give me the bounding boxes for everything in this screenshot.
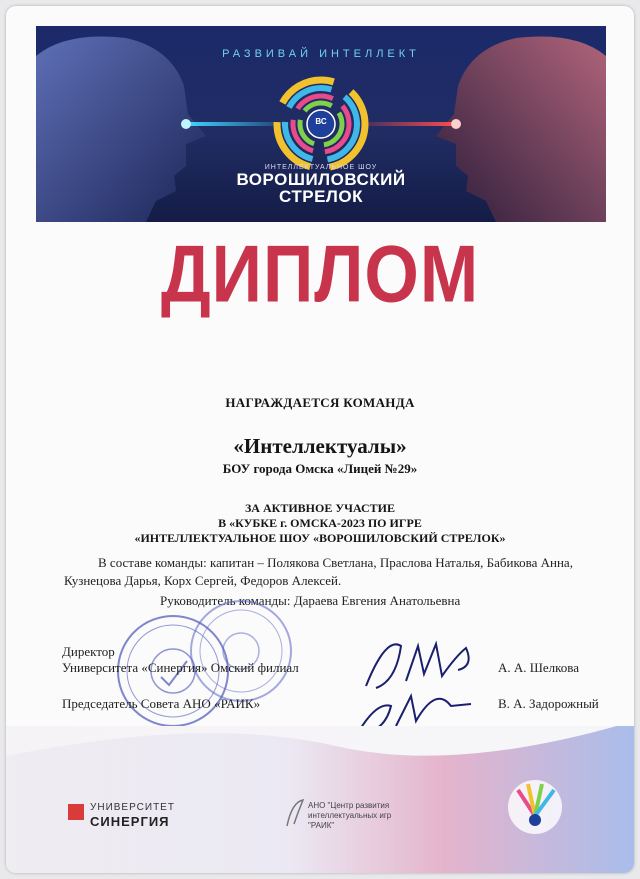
raik-line2: интеллектуальных игр: [308, 811, 392, 820]
emblem-initials: ВС: [315, 117, 327, 126]
raik-logo-icon: [284, 798, 306, 828]
sinergy-line2: СИНЕРГИЯ: [90, 814, 170, 829]
festival-logo-icon: [504, 776, 566, 838]
school-name: БОУ города Омска «Лицей №29»: [222, 461, 418, 476]
director-name: А. А. Шелкова: [498, 660, 580, 675]
team-leader: Руководитель команды: Дараева Евгения Анатольевна: [160, 593, 461, 608]
director-title-2: Университета «Синергия» Омский филиал: [62, 660, 299, 675]
chair-name: В. А. Задорожный: [498, 696, 599, 711]
diploma-title: ДИПЛОМ: [160, 229, 480, 319]
raik-line1: АНО "Центр развития: [308, 801, 390, 810]
reason-line-3: «ИНТЕЛЛЕКТУАЛЬНОЕ ШОУ «ВОРОШИЛОВСКИЙ СТРЕЛОК»: [134, 531, 506, 545]
show-label: ИНТЕЛЛЕКТУАЛЬНОЕ ШОУ: [264, 164, 378, 171]
banner-motto: РАЗВИВАЙ ИНТЕЛЛЕКТ: [222, 48, 420, 60]
raik-line3: "РАИК": [308, 821, 335, 830]
sinergy-line1: УНИВЕРСИТЕТ: [90, 802, 175, 813]
awarded-line: НАГРАЖДАЕТСЯ КОМАНДА: [225, 395, 415, 410]
chair-title: Председатель Совета АНО «РАИК»: [62, 696, 261, 711]
reason-line-1: ЗА АКТИВНОЕ УЧАСТИЕ: [244, 501, 396, 515]
director-title-1: Директор: [62, 644, 115, 659]
sinergy-logo-icon: [68, 804, 84, 820]
team-members: В составе команды: капитан – Полякова Светлана, Праслова Наталья, Бабикова Анна, Кузнецова Дарья, Корх Сергей, Федоров Алексей.: [64, 555, 573, 588]
header-banner: [36, 26, 606, 222]
show-title-line2: СТРЕЛОК: [279, 187, 363, 206]
footer: [6, 726, 634, 873]
team-name: «Интеллектуалы»: [233, 434, 407, 458]
diploma-sheet: [6, 6, 634, 873]
show-name: [36, 164, 606, 205]
reason-line-2: В «КУБКЕ г. ОМСКА-2023 ПО ИГРЕ: [218, 516, 422, 530]
show-title-line1: ВОРОШИЛОВСКИЙ: [236, 170, 406, 189]
